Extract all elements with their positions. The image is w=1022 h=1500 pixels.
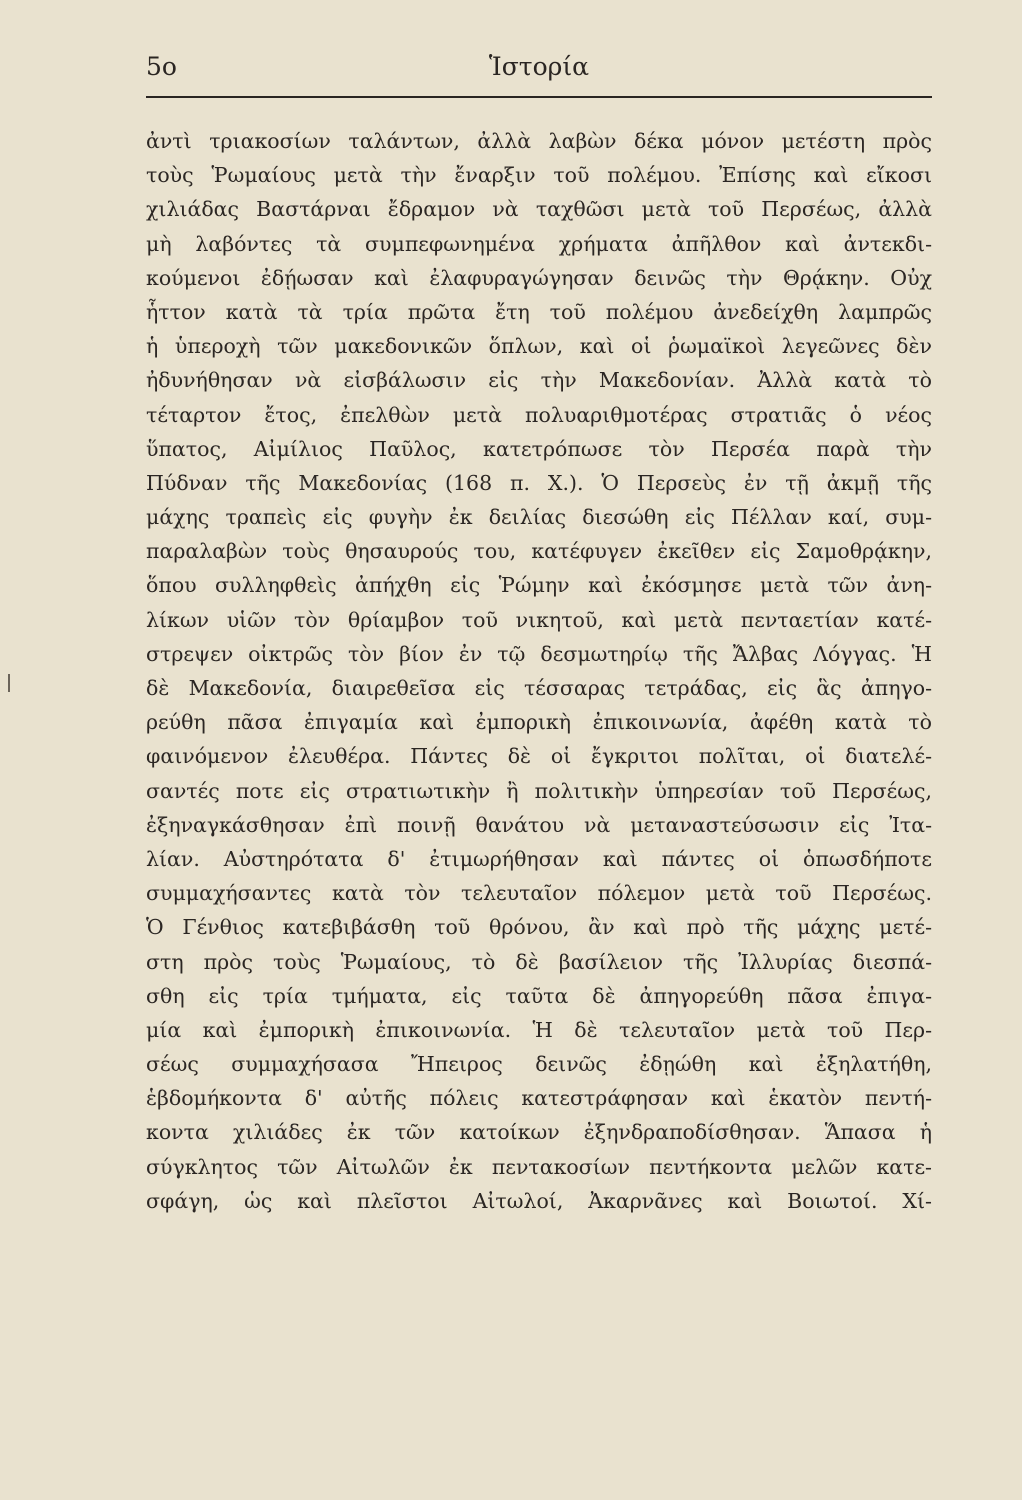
text-line: ἡ ὑπεροχὴ τῶν μακεδονικῶν ὅπλων, καὶ οἱ ῥωμαϊκοὶ λεγεῶνες δὲν <box>146 334 932 359</box>
text-line: παραλαβὼν τοὺς θησαυρούς του, κατέφυγεν ἐκεῖθεν εἰς Σαμοθρᾴκην, <box>146 539 932 564</box>
header-rule <box>146 96 932 98</box>
text-line: ἠδυνήθησαν νὰ εἰσβάλωσιν εἰς τὴν Μακεδονίαν. Ἀλλὰ κατὰ τὸ <box>146 368 932 393</box>
text-line: ἀντὶ τριακοσίων ταλάντων, ἀλλὰ λαβὼν δέκα μόνον μετέστη πρὸς <box>146 129 932 153</box>
text-line: φαινόμενον ἐλευθέρα. Πάντες δὲ οἱ ἔγκριτοι πολῖται, οἱ διατελέ- <box>146 744 932 769</box>
text-line: ἑβδομήκοντα δ' αὐτῆς πόλεις κατεστράφησαν καὶ ἑκατὸν πεντή- <box>146 1086 932 1111</box>
text-line: σαντές ποτε εἰς στρατιωτικὴν ἢ πολιτικὴν ὑπηρεσίαν τοῦ Περσέως, <box>146 778 932 803</box>
text-line: σφάγη, ὡς καὶ πλεῖστοι Αἰτωλοί, Ἀκαρνᾶνες καὶ Βοιωτοί. Χί- <box>146 1188 932 1213</box>
text-line: κούμενοι ἐδῄωσαν καὶ ἐλαφυραγώγησαν δεινῶς τὴν Θρᾴκην. Οὐχ <box>146 265 932 290</box>
text-line: Ὁ Γένθιος κατεβιβάσθη τοῦ θρόνου, ἂν καὶ πρὸ τῆς μάχης μετέ- <box>146 915 932 940</box>
text-line: μία καὶ ἐμπορικὴ ἐπικοινωνία. Ἡ δὲ τελευταῖον μετὰ τοῦ Περ- <box>146 1017 932 1042</box>
text-line: χιλιάδας Βαστάρναι ἔδραμον νὰ ταχθῶσι μετὰ τοῦ Περσέως, ἀλλὰ <box>146 197 932 222</box>
text-line: στη πρὸς τοὺς Ῥωμαίους, τὸ δὲ βασίλειον τῆς Ἰλλυρίας διεσπά- <box>146 949 932 974</box>
text-line: ἐξηναγκάσθησαν ἐπὶ ποινῇ θανάτου νὰ μεταναστεύσωσιν εἰς Ἰτα- <box>146 812 932 837</box>
text-line: σθη εἰς τρία τμήματα, εἰς ταῦτα δὲ ἀπηγορεύθη πᾶσα ἐπιγα- <box>146 983 932 1008</box>
text-line: τοὺς Ῥωμαίους μετὰ τὴν ἔναρξιν τοῦ πολέμου. Ἐπίσης καὶ εἴκοσι <box>146 163 932 188</box>
text-line: ἧττον κατὰ τὰ τρία πρῶτα ἔτη τοῦ πολέμου ἀνεδείχθη λαμπρῶς <box>146 299 932 324</box>
text-line: μάχης τραπεὶς εἰς φυγὴν ἐκ δειλίας διεσώθη εἰς Πέλλαν καί, συμ- <box>146 505 932 530</box>
text-line: σύγκλητος τῶν Αἰτωλῶν ἐκ πεντακοσίων πεντήκοντα μελῶν κατε- <box>146 1154 932 1179</box>
page-number: 5ο <box>146 52 177 81</box>
text-line: λίαν. Αὐστηρότατα δ' ἐτιμωρήθησαν καὶ πάντες οἱ ὁπωσδήποτε <box>146 846 932 871</box>
margin-mark <box>8 674 10 692</box>
running-head: Ἱστορία <box>488 52 590 81</box>
text-line: ὅπου συλληφθεὶς ἀπήχθη εἰς Ῥώμην καὶ ἐκόσμησε μετὰ τῶν ἀνη- <box>146 573 932 598</box>
text-line: μὴ λαβόντες τὰ συμπεφωνημένα χρήματα ἀπῆλθον καὶ ἀντεκδι- <box>146 231 932 256</box>
body-text <box>146 124 932 1218</box>
text-line: ὕπατος, Αἰμίλιος Παῦλος, κατετρόπωσε τὸν Περσέα παρὰ τὴν <box>146 436 932 461</box>
page-header <box>146 52 932 88</box>
text-line: τέταρτον ἔτος, ἐπελθὼν μετὰ πολυαριθμοτέρας στρατιᾶς ὁ νέος <box>146 402 932 427</box>
text-line: δὲ Μακεδονία, διαιρεθεῖσα εἰς τέσσαρας τετράδας, εἰς ἃς ἀπηγο- <box>146 676 932 700</box>
text-line: Πύδναν τῆς Μακεδονίας (168 π. Χ.). Ὁ Περσεὺς ἐν τῇ ἀκμῇ τῆς <box>146 470 932 495</box>
text-line: σέως συμμαχήσασα Ἤπειρος δεινῶς ἐδῃώθη καὶ ἐξηλατήθη, <box>146 1052 932 1077</box>
text-line: συμμαχήσαντες κατὰ τὸν τελευταῖον πόλεμον μετὰ τοῦ Περσέως. <box>146 881 932 906</box>
text-line: στρεψεν οἰκτρῶς τὸν βίον ἐν τῷ δεσμωτηρίῳ τῆς Ἄλβας Λόγγας. Ἡ <box>146 641 932 666</box>
text-line: λίκων υἱῶν τὸν θρίαμβον τοῦ νικητοῦ, καὶ μετὰ πενταετίαν κατέ- <box>146 607 932 632</box>
text-line: κοντα χιλιάδες ἐκ τῶν κατοίκων ἐξηνδραποδίσθησαν. Ἅπασα ἡ <box>146 1120 932 1145</box>
text-line: ρεύθη πᾶσα ἐπιγαμία καὶ ἐμπορικὴ ἐπικοινωνία, ἀφέθη κατὰ τὸ <box>146 710 932 735</box>
